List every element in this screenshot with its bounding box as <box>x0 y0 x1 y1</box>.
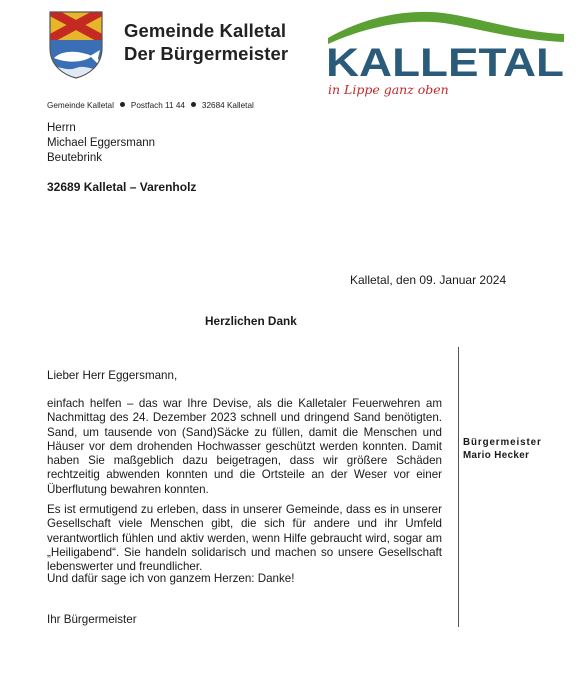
recipient-street: Beutebrink <box>47 152 102 164</box>
letter-paragraph-2: Es ist ermutigend zu erleben, dass in unserer Gemeinde, dass es in unserer Gesellschaft viele Menschen gibt, die sich für andere und ihr Umfeld verantwortlich fühlen und aktiv werden, wenn Hilfe gebraucht wird, sogar am „Heiligabend“. Sie handeln solidarisch und machen so unsere Gesellschaft lebenswerter und freundlicher. <box>47 503 442 574</box>
sender-postbox: Postfach 11 44 <box>130 101 185 110</box>
sidebar-name: Mario Hecker <box>463 450 530 461</box>
letter-paragraph-3: Und dafür sage ich von ganzem Herzen: Danke! <box>47 572 295 585</box>
sidebar-divider <box>458 347 459 627</box>
brand-word: KALLETAL <box>326 41 564 85</box>
sender-name: Gemeinde Kalletal <box>47 101 114 110</box>
org-role: Der Bürgermeister <box>124 43 289 64</box>
letter-date: Kalletal, den 09. Januar 2024 <box>350 273 507 287</box>
sender-return-address <box>47 101 254 110</box>
recipient-city: 32689 Kalletal – Varenholz <box>47 180 197 194</box>
brand-tagline: in Lippe ganz oben <box>328 82 449 97</box>
bullet-icon <box>191 102 196 107</box>
municipal-crest-icon <box>48 10 104 80</box>
sender-postal: 32684 Kalletal <box>201 101 254 110</box>
letter-greeting: Lieber Herr Eggersmann, <box>47 369 178 382</box>
kalletal-brand-logo <box>320 4 570 104</box>
letter-subject: Herzlichen Dank <box>205 314 297 328</box>
bullet-icon <box>120 102 125 107</box>
letter-closing: Ihr Bürgermeister <box>47 613 137 626</box>
letter-paragraph-1: einfach helfen – das war Ihre Devise, als die Kalletaler Feuerwehren am Nachmittag des 24. Dezember 2023 schnell und dringend Sand benötigten. Sand, um tausende von (Sand)Säcke zu füllen, damit die Menschen und Häuser vor dem drohenden Hochwasser geschützt werden konnten. Damit haben Sie maßgeblich dazu beigetragen, dass wir größere Schäden rechtzeitig abwenden konnten und die Ortsteile an der Weser vor einer Überflutung bewahren konnten. <box>47 397 442 496</box>
recipient-name: Michael Eggersmann <box>47 137 156 149</box>
sidebar-title: Bürgermeister <box>463 437 542 448</box>
recipient-salutation: Herrn <box>47 122 76 134</box>
org-name: Gemeinde Kalletal <box>124 20 287 41</box>
